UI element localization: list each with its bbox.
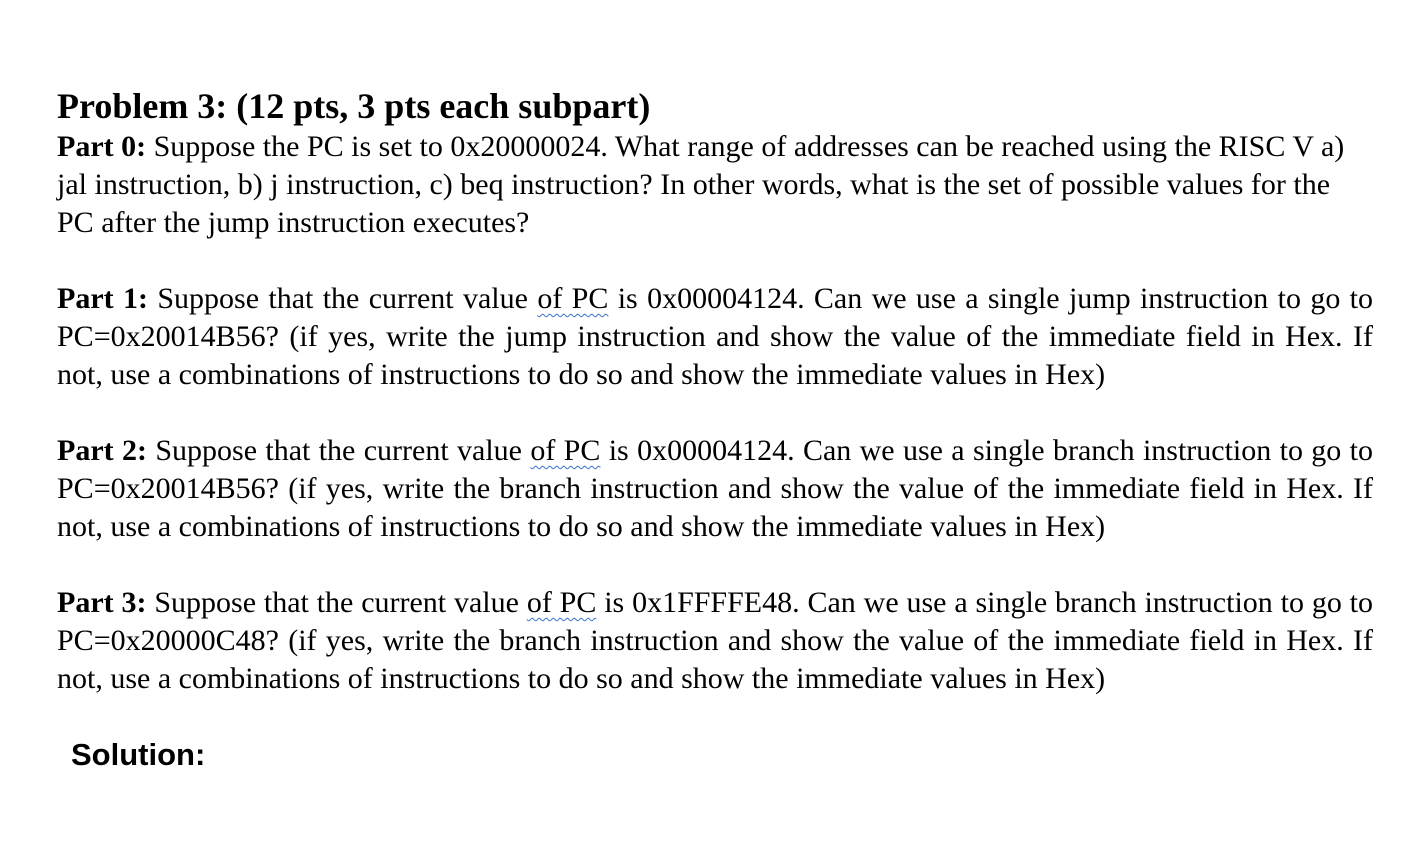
part-1-text-before: Suppose that the current value: [147, 282, 538, 315]
part-1-text-after: is 0x00004124. Can we use a single jump instruction to go to PC=0x20014B56? (if yes, write the jump instruction and show the value of the immediate field in Hex. If not, use a combinations of instructions to do so and show the immediate values in Hex): [57, 282, 1374, 391]
part-1-label: Part 1:: [57, 282, 148, 315]
part-3-text-after: is 0x1FFFFE48. Can we use a single branch instruction to go to PC=0x20000C48? (if yes, write the branch instruction and show the value of the immediate field in Hex. If not, use a combinations of instructions to do so and show the immediate values in Hex): [57, 586, 1374, 695]
spellcheck-flagged-phrase: of PC: [530, 434, 601, 467]
part-2-label: Part 2:: [57, 434, 147, 467]
problem-title: Problem 3: (12 pts, 3 pts each subpart): [57, 86, 651, 126]
paragraph-spacer: [57, 242, 1373, 280]
part-2-text-before: Suppose that the current value: [146, 434, 531, 467]
part-3-paragraph: [57, 584, 1373, 698]
part-2-paragraph: [57, 432, 1373, 546]
paragraph-spacer: [57, 546, 1373, 584]
part-0-label: Part 0:: [57, 130, 147, 163]
document-body: [57, 84, 1373, 698]
part-0-text: Suppose the PC is set to 0x20000024. What range of addresses can be reached using the RISC V a) jal instruction, b) j instruction, c) beq instruction? In other words, what is the set of possible values for the PC after the jump instruction executes?: [57, 130, 1345, 239]
part-2-text-after: is 0x00004124. Can we use a single branch instruction to go to PC=0x20014B56? (if yes, write the branch instruction and show the value of the immediate field in Hex. If not, use a combinations of instructions to do so and show the immediate values in Hex): [57, 434, 1373, 543]
part-3-label: Part 3:: [57, 586, 147, 619]
spellcheck-flagged-phrase: of PC: [526, 586, 597, 619]
solution-heading: Solution:: [71, 737, 206, 772]
part-0-paragraph: [57, 128, 1373, 242]
spellcheck-flagged-phrase: of PC: [537, 282, 609, 315]
part-3-text-before: Suppose that the current value: [146, 586, 527, 619]
part-1-paragraph: [57, 280, 1373, 394]
paragraph-spacer: [57, 394, 1373, 432]
